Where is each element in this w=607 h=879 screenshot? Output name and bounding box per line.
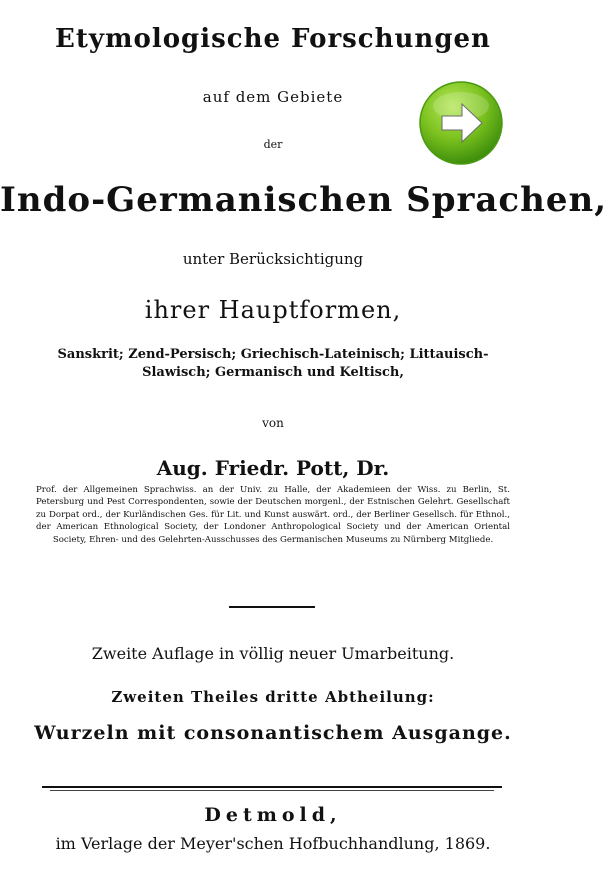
subtitle-main-forms: ihrer Hauptformen, (144, 296, 402, 324)
long-divider (42, 786, 502, 788)
by-line: von (262, 416, 284, 430)
short-divider (229, 606, 315, 608)
next-page-button[interactable] (418, 80, 504, 166)
subtitle-field: auf dem Gebiete (202, 88, 344, 106)
book-title: Etymologische Forschungen (55, 24, 491, 54)
subtitle-article: der (263, 138, 283, 151)
subtitle-consideration: unter Berücksichtigung (182, 250, 364, 268)
author-credentials: Prof. der Allgemeinen Sprachwiss. an der Univ. zu Halle, der Akademieen der Wiss. zu Berlin, St. Petersburg und Pest Correspondenten, sowie der Deutschen morgenl., der Estnischen Gelehrt. Gesellschaft zu Dorpat ord., der Kurländischen Ges. für Lit. und Kunst auswärt. ord., der Berliner Gesellsch. für Ethnol., der American Ethnological Society, der Londoner Anthropological Society und der American Oriental Society, Ehren- und des Gelehrten-Ausschusses des Germanischen Museums zu Nürnberg Mitgliede. (36, 485, 510, 545)
language-list: Sanskrit; Zend-Persisch; Griechisch-Lateinisch; Littauisch-Slawisch; Germanisch und Keltisch, (57, 347, 489, 380)
volume-subject: Wurzeln mit consonantischem Ausgange. (34, 722, 512, 744)
arrow-right-icon (418, 80, 504, 166)
publisher-line: im Verlage der Meyer'schen Hofbuchhandlung, 1869. (55, 834, 491, 853)
part-statement: Zweiten Theiles dritte Abtheilung: (111, 688, 435, 706)
edition-statement: Zweite Auflage in völlig neuer Umarbeitung. (91, 644, 455, 663)
main-title: Indo-Germanischen Sprachen, (0, 180, 607, 220)
author-name: Aug. Friedr. Pott, Dr. (156, 456, 390, 480)
publication-city: Detmold, (204, 804, 342, 826)
